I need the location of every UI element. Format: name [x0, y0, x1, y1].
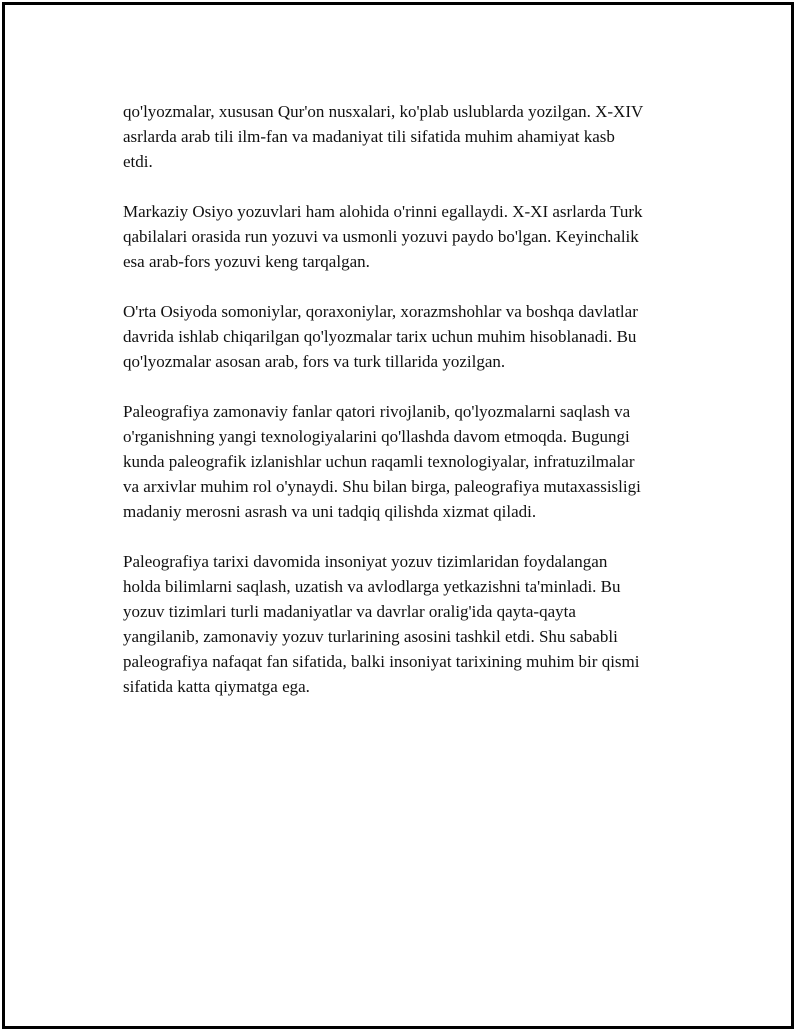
text-line: sifatida katta qiymatga ega. — [123, 677, 310, 696]
text-line: paleografiya nafaqat fan sifatida, balki insoniyat tarixining muhim bir qismi — [123, 652, 640, 671]
document-body — [123, 99, 695, 724]
text-line: esa arab-fors yozuvi keng tarqalgan. — [123, 252, 370, 271]
paragraph — [123, 99, 695, 174]
paragraph — [123, 299, 695, 374]
text-line: Paleografiya tarixi davomida insoniyat yozuv tizimlaridan foydalangan — [123, 552, 608, 571]
text-line: madaniy merosni asrash va uni tadqiq qilishda xizmat qiladi. — [123, 502, 537, 521]
text-line: o'rganishning yangi texnologiyalarini qo'llashda davom etmoqda. Bugungi — [123, 427, 630, 446]
text-line: yozuv tizimlari turli madaniyatlar va davrlar oralig'ida qayta-qayta — [123, 602, 576, 621]
text-line: va arxivlar muhim rol o'ynaydi. Shu bilan birga, paleografiya mutaxassisligi — [123, 477, 641, 496]
text-line: yangilanib, zamonaviy yozuv turlarining asosini tashkil etdi. Shu sababli — [123, 627, 618, 646]
page-frame — [2, 2, 794, 1029]
paragraph — [123, 399, 695, 524]
text-line: Paleografiya zamonaviy fanlar qatori rivojlanib, qo'lyozmalarni saqlash va — [123, 402, 631, 421]
paragraph — [123, 199, 695, 274]
text-line: asrlarda arab tili ilm-fan va madaniyat tili sifatida muhim ahamiyat kasb — [123, 127, 615, 146]
text-line: O'rta Osiyoda somoniylar, qoraxoniylar, xorazmshohlar va boshqa davlatlar — [123, 302, 638, 321]
text-line: holda bilimlarni saqlash, uzatish va avlodlarga yetkazishni ta'minladi. Bu — [123, 577, 621, 596]
text-line: Markaziy Osiyo yozuvlari ham alohida o'rinni egallaydi. X-XI asrlarda Turk — [123, 202, 643, 221]
text-line: qo'lyozmalar, xususan Qur'on nusxalari, ko'plab uslublarda yozilgan. X-XIV — [123, 102, 644, 121]
text-line: etdi. — [123, 152, 153, 171]
text-line: davrida ishlab chiqarilgan qo'lyozmalar tarix uchun muhim hisoblanadi. Bu — [123, 327, 637, 346]
text-line: qabilalari orasida run yozuvi va usmonli yozuvi paydo bo'lgan. Keyinchalik — [123, 227, 639, 246]
text-line: kunda paleografik izlanishlar uchun raqamli texnologiyalar, infratuzilmalar — [123, 452, 635, 471]
paragraph — [123, 549, 695, 699]
text-line: qo'lyozmalar asosan arab, fors va turk tillarida yozilgan. — [123, 352, 506, 371]
